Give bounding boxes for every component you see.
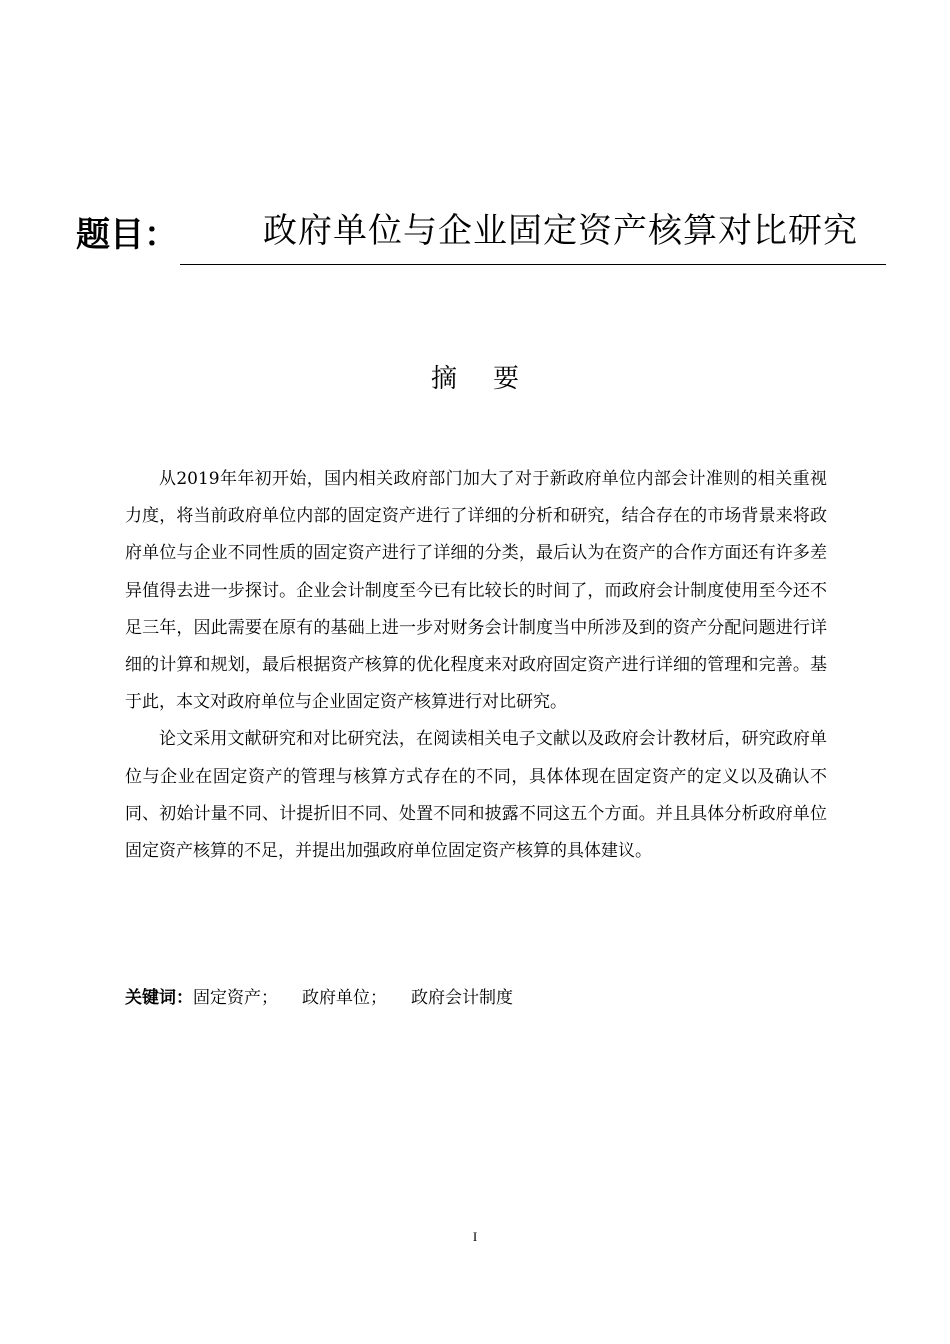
keyword-item: 政府单位； (302, 988, 387, 1008)
abstract-paragraph-1: 从2019年年初开始，国内相关政府部门加大了对于新政府单位内部会计准则的相关重视力度，将当前政府单位内部的固定资产进行了详细的分析和研究，结合存在的市场背景来将政府单位与企业不同性质的固定资产进行了详细的分类，最后认为在资产的合作方面还有许多差异值得去进一步探讨。企业会计制度至今已有比较长的时间了，而政府会计制度使用至今还不足三年，因此需要在原有的基础上进一步对财务会计制度当中所涉及到的资产分配问题进行详细的计算和规划，最后根据资产核算的优化程度来对政府固定资产进行详细的管理和完善。基于此，本文对政府单位与企业固定资产核算进行对比研究。 (125, 469, 827, 713)
abstract-heading: 摘要 (430, 364, 555, 394)
keyword-item: 政府会计制度 (411, 988, 513, 1008)
document-title: 政府单位与企业固定资产核算对比研究 (263, 211, 858, 251)
abstract-body (125, 461, 827, 870)
title-underline (180, 264, 886, 265)
page-number: I (472, 1229, 478, 1244)
abstract-paragraph-2: 论文采用文献研究和对比研究法，在阅读相关电子文献以及政府会计教材后，研究政府单位与企业在固定资产的管理与核算方式存在的不同，具体体现在固定资产的定义以及确认不同、初始计量不同、计提折旧不同、处置不同和披露不同这五个方面。并且具体分析政府单位固定资产核算的不足，并提出加强政府单位固定资产核算的具体建议。 (125, 729, 827, 862)
keywords-label: 关键词： (125, 988, 193, 1008)
keyword-item: 固定资产； (193, 988, 278, 1008)
title-label: 题目： (76, 215, 178, 255)
keywords-line (125, 984, 513, 1012)
